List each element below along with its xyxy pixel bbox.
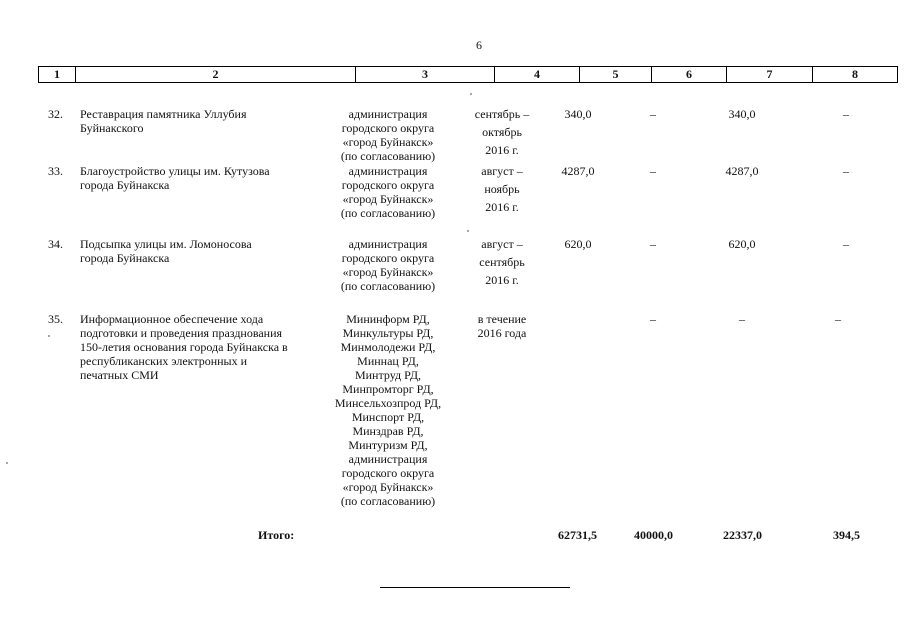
measure-name [80,237,310,265]
value-col5: 620,0 [564,237,592,251]
value-col8: – [843,107,849,121]
value-col5: 4287,0 [561,164,595,178]
value-col8: – [843,164,849,178]
value-col8: – [835,312,841,326]
executor-line: Минздрав РД, [352,424,424,438]
term [462,162,542,216]
measure-name-line: Реставрация памятника Уллубия [80,107,247,121]
value-col7: 620,0 [728,237,756,251]
page-number: 6 [476,38,482,52]
column-header-4: 4 [495,67,580,82]
term-line: 2016 г. [485,273,519,287]
executor [318,237,458,293]
measure-name-line: печатных СМИ [80,368,159,382]
value-col6: – [650,164,656,178]
measure-name-line: города Буйнакска [80,251,170,265]
measure-name [80,164,310,192]
term-line: в течение [477,312,527,326]
scan-speck [6,462,8,464]
executor-line: «город Буйнакск» [342,265,434,279]
measure-name [80,107,310,135]
scan-speck [467,230,469,232]
executor-line: Минмолодежи РД, [340,340,436,354]
value-col5: 340,0 [564,107,592,121]
executor-line: Минпромторг РД, [342,382,434,396]
value-col6: – [650,107,656,121]
value-col6: – [650,312,656,326]
term-line: 2016 г. [485,143,519,157]
executor-line: «город Буйнакск» [342,192,434,206]
row-number: 33. [48,164,63,178]
executor-line: администрация [348,452,428,466]
term-line: 2016 года [477,326,527,340]
total-col8: 394,5 [833,528,860,542]
executor-line: «город Буйнакск» [342,135,434,149]
row-number: 32. [48,107,63,121]
executor-line: городского округа [341,251,435,265]
executor-line: (по согласованию) [340,149,436,163]
column-header-8: 8 [852,67,858,81]
closing-line [380,587,570,588]
term [462,105,542,159]
column-header-3: 3 [356,67,495,82]
scan-speck [470,93,472,95]
column-header-2: 2 [76,67,356,82]
executor-line: (по согласованию) [340,279,436,293]
column-header-row [38,66,898,83]
executor-line: (по согласованию) [340,206,436,220]
column-header-5: 5 [580,67,652,82]
row-number: 35. [48,312,63,326]
term-line: 2016 г. [485,200,519,214]
measure-name-line: Информационное обеспечение хода [80,312,264,326]
total-label: Итого: [258,528,295,542]
term-line: август – [481,237,523,251]
executor-line: городского округа [341,466,435,480]
executor-line: «город Буйнакск» [342,480,434,494]
term-line: август – [481,164,523,178]
column-header-1: 1 [39,67,76,82]
executor-line: Минтруд РД, [354,368,422,382]
executor-line: Минспорт РД, [351,410,425,424]
measure-name-line: подготовки и проведения празднования [80,326,283,340]
value-col7: – [739,312,745,326]
executor-line: администрация [348,237,428,251]
executor-line: Минсельхозпрод РД, [334,396,442,410]
column-header-7: 7 [727,67,813,82]
term [462,312,542,340]
executor [318,312,458,508]
measure-name-line: Благоустройство улицы им. Кутузова [80,164,270,178]
executor-line: Минкультуры РД, [342,326,434,340]
executor-line: Мининформ РД, [346,312,430,326]
measure-name-line: Буйнакского [80,121,144,135]
term [462,235,542,289]
term-line: октябрь [482,125,522,139]
total-col5: 62731,5 [558,528,597,542]
executor-line: городского округа [341,121,435,135]
executor-line: (по согласованию) [340,494,436,508]
executor-line: Минтуризм РД, [348,438,428,452]
executor [318,107,458,163]
executor-line: администрация [348,107,428,121]
term-line: сентябрь – [474,107,530,121]
scan-speck [48,335,50,337]
term-line: ноябрь [484,182,520,196]
executor-line: администрация [348,164,428,178]
measure-name [80,312,310,382]
term-line: сентябрь [479,255,525,269]
row-number: 34. [48,237,63,251]
measure-name-line: республиканских электронных и [80,354,248,368]
total-col7: 22337,0 [723,528,762,542]
measure-name-line: Подсыпка улицы им. Ломоносова [80,237,252,251]
total-col6: 40000,0 [634,528,673,542]
value-col7: 4287,0 [725,164,759,178]
executor-line: городского округа [341,178,435,192]
value-col6: – [650,237,656,251]
executor [318,164,458,220]
value-col8: – [843,237,849,251]
measure-name-line: города Буйнакска [80,178,170,192]
measure-name-line: 150-летия основания города Буйнакска в [80,340,288,354]
value-col7: 340,0 [728,107,756,121]
executor-line: Миннац РД, [357,354,419,368]
column-header-6: 6 [652,67,727,82]
